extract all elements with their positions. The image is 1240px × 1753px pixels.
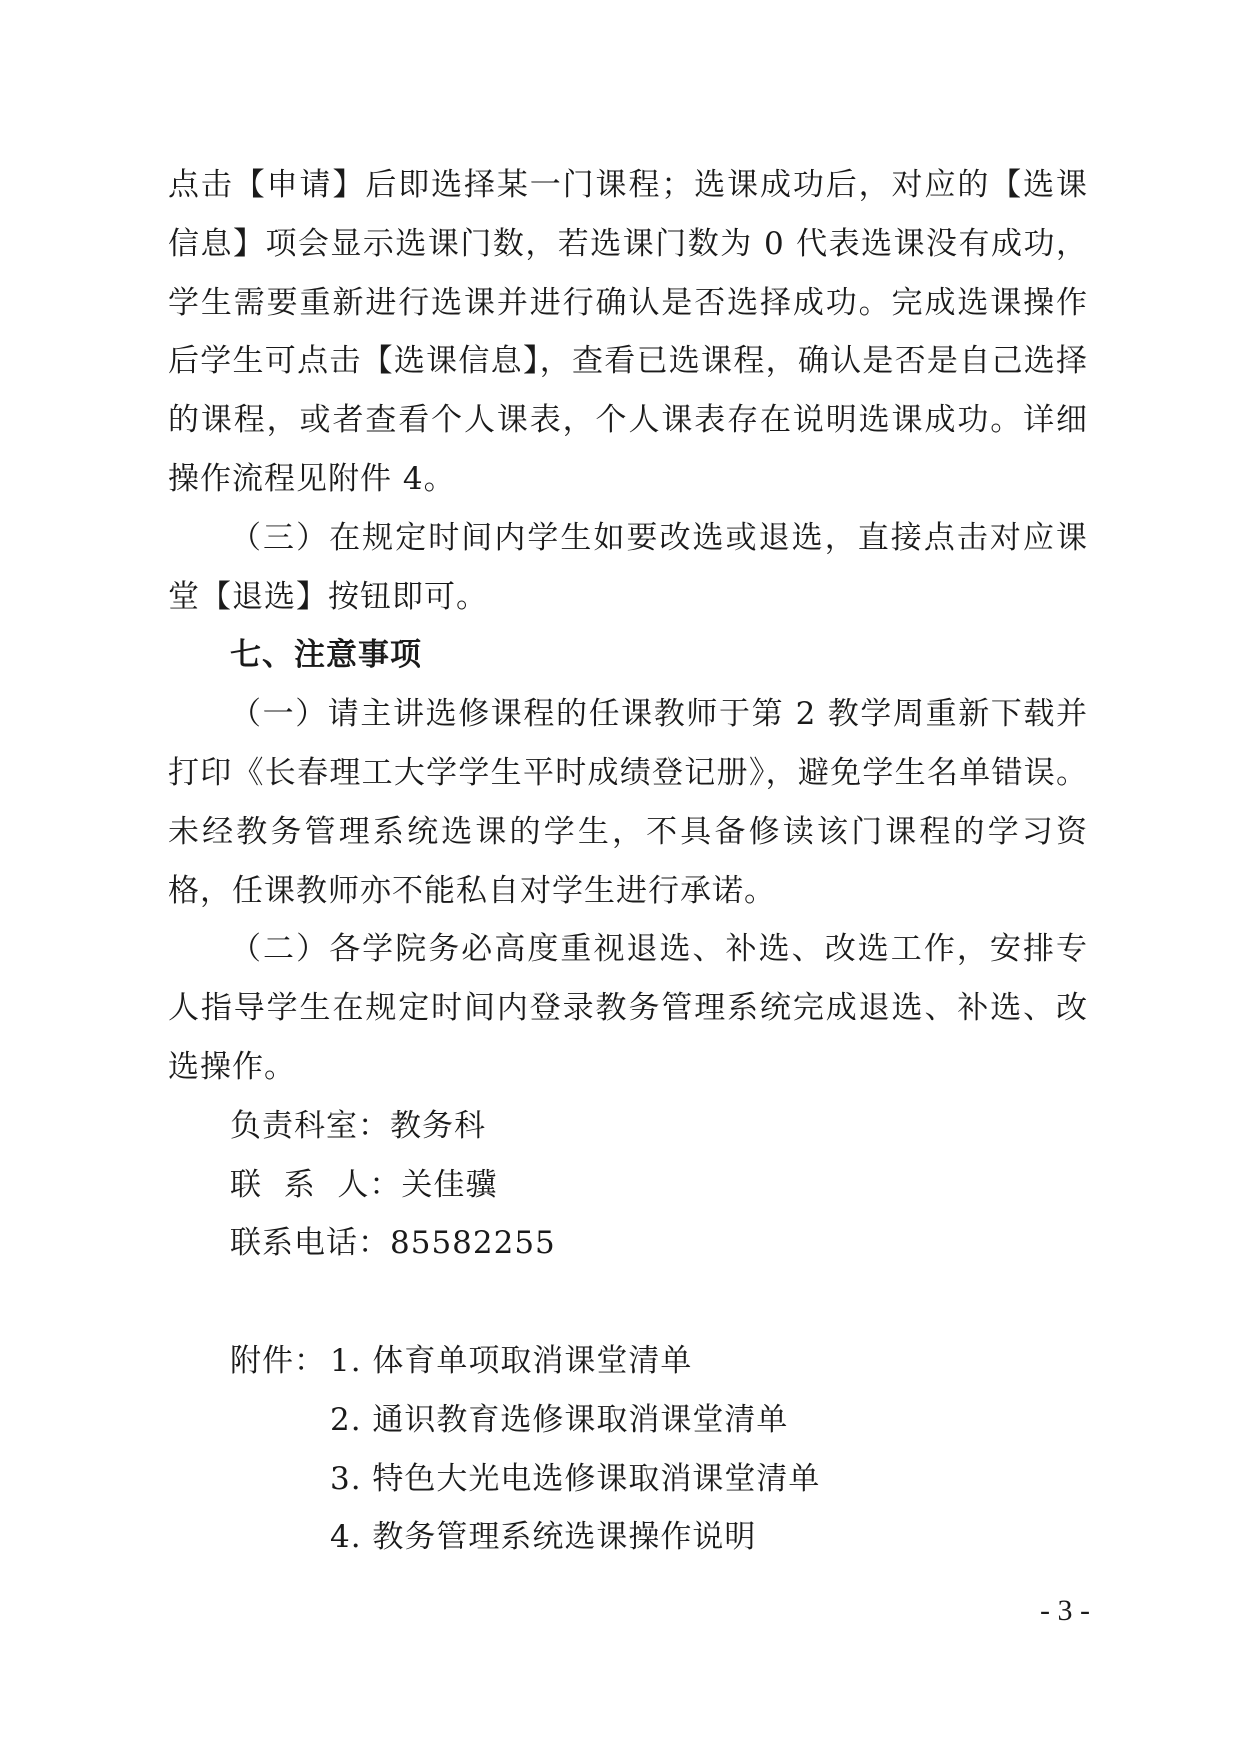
page-number: - 3 - [1040,1594,1090,1627]
paragraph-note-2: （二）各学院务必高度重视退选、补选、改选工作，安排专人指导学生在规定时间内登录教务管理系统完成退选、补选、改选操作。 [168,931,1088,1085]
attachment-label: 附件： [230,1342,326,1379]
contact-person: 联 系 人：关佳骥 [230,1166,498,1203]
paragraph-note-1: （一）请主讲选修课程的任课教师于第 2 教学周重新下载并打印《长春理工大学学生平时成绩登记册》，避免学生名单错误。未经教务管理系统选课的学生，不具备修读该门课程的学习资格，任课教师亦不能私自对学生进行承诺。 [168,696,1088,909]
attachment-label-spacer [230,1508,330,1567]
attachment-row-3 [168,1450,1088,1509]
attachment-item: 1. 体育单项取消课堂清单 [330,1342,693,1379]
paragraph-course-selection-info: 点击【申请】后即选择某一门课程；选课成功后，对应的【选课信息】项会显示选课门数，若选课门数为 0 代表选课没有成功，学生需要重新进行选课并进行确认是否选择成功。完成选课操作后学生可点击【选课信息】，查看已选课程，确认是否是自己选择的课程，或者查看个人课表，个人课表存在说明选课成功。详细操作流程见附件 4。 [168,167,1088,497]
attachment-row-4 [168,1508,1088,1567]
attachment-item: 3. 特色大光电选修课取消课堂清单 [330,1460,821,1497]
contact-office: 负责科室：教务科 [230,1107,486,1144]
section-heading-notes: 七、注意事项 [230,637,422,674]
attachment-label-spacer [230,1391,330,1450]
attachment-row-2 [168,1391,1088,1450]
attachment-item: 2. 通识教育选修课取消课堂清单 [330,1401,789,1438]
attachment-label-spacer [230,1450,330,1509]
document-body [168,156,1088,1567]
paragraph-drop-change: （三）在规定时间内学生如要改选或退选，直接点击对应课堂【退选】按钮即可。 [168,519,1088,615]
attachment-row-1 [168,1332,1088,1391]
attachment-item: 4. 教务管理系统选课操作说明 [330,1519,757,1556]
contact-phone: 联系电话：85582255 [230,1225,556,1262]
spacer [168,1273,1088,1332]
